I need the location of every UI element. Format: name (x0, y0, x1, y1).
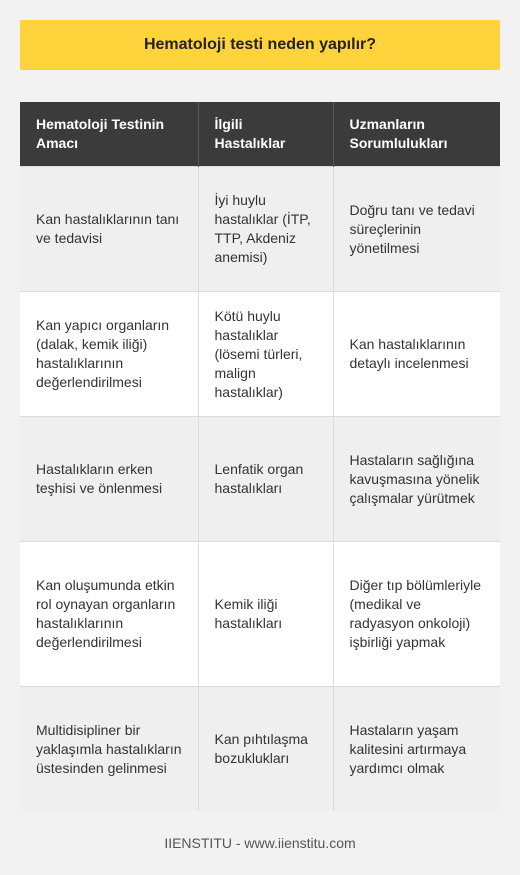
hematology-table (20, 102, 500, 811)
cell-responsibilities: Diğer tıp bölümleriyle (medikal ve radyasyon onkoloji) işbirliği yapmak (333, 542, 500, 687)
cell-purpose: Kan yapıcı organların (dalak, kemik iliği) hastalıklarının değerlendirilmesi (20, 292, 198, 417)
table-row (20, 167, 500, 292)
cell-diseases: Kemik iliği hastalıkları (198, 542, 333, 687)
column-header-purpose: Hematoloji Testinin Amacı (20, 102, 198, 167)
cell-responsibilities: Hastaların yaşam kalitesini artırmaya yardımcı olmak (333, 687, 500, 812)
cell-purpose: Kan hastalıklarının tanı ve tedavisi (20, 167, 198, 292)
page-title: Hematoloji testi neden yapılır? (20, 20, 500, 70)
cell-purpose: Kan oluşumunda etkin rol oynayan organların hastalıklarının değerlendirilmesi (20, 542, 198, 687)
table-header-row (20, 102, 500, 167)
table-row (20, 542, 500, 687)
column-header-responsibilities: Uzmanların Sorumlulukları (333, 102, 500, 167)
cell-diseases: Kan pıhtılaşma bozuklukları (198, 687, 333, 812)
cell-responsibilities: Doğru tanı ve tedavi süreçlerinin yönetilmesi (333, 167, 500, 292)
cell-responsibilities: Kan hastalıklarının detaylı incelenmesi (333, 292, 500, 417)
table-row (20, 687, 500, 812)
table-row (20, 417, 500, 542)
cell-diseases: İyi huylu hastalıklar (İTP, TTP, Akdeniz anemisi) (198, 167, 333, 292)
column-header-diseases: İlgili Hastalıklar (198, 102, 333, 167)
cell-diseases: Kötü huylu hastalıklar (lösemi türleri, malign hastalıklar) (198, 292, 333, 417)
cell-purpose: Multidisipliner bir yaklaşımla hastalıkların üstesinden gelinmesi (20, 687, 198, 812)
cell-purpose: Hastalıkların erken teşhisi ve önlenmesi (20, 417, 198, 542)
cell-responsibilities: Hastaların sağlığına kavuşmasına yönelik çalışmalar yürütmek (333, 417, 500, 542)
table-row (20, 292, 500, 417)
cell-diseases: Lenfatik organ hastalıkları (198, 417, 333, 542)
footer-credit: IIENSTITU - www.iienstitu.com (164, 835, 356, 851)
